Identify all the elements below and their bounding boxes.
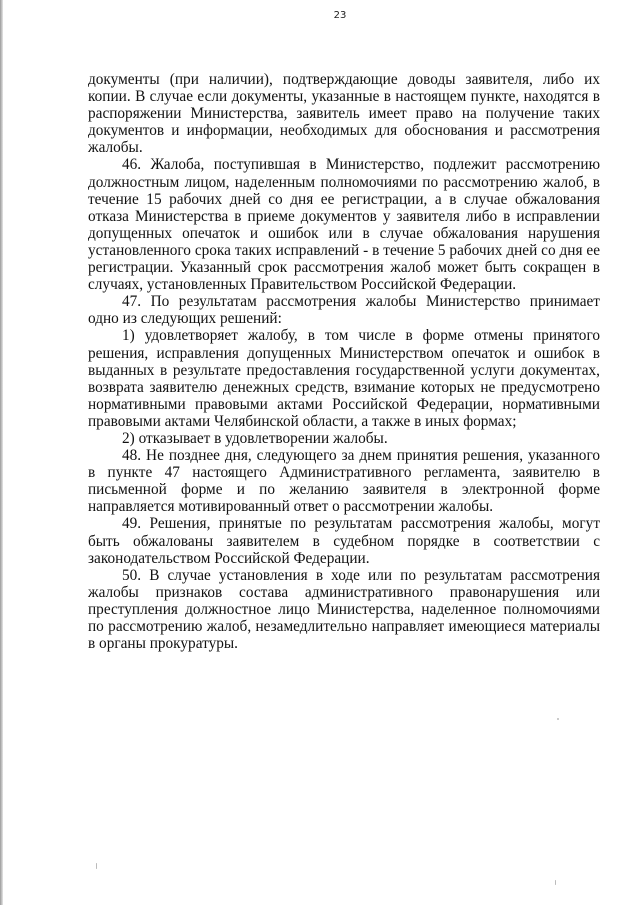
paragraph-47: 47. По результатам рассмотрения жалобы Министерство принимает одно из следующих решений: (88, 293, 600, 328)
scan-speck (557, 718, 559, 720)
paragraph-46: 46. Жалоба, поступившая в Министерство, подлежит рассмотрению должностным лицом, наделенным полномочиями по рассмотрению жалоб, в течение 15 рабочих дней со дня ее регистрации, а в случае обжалования отказа Министерства в приеме документов у заявителя либо в исправлении допущенных опечаток и ошибок или в случае обжалования нарушения установленного срока таких исправлений - в течение 5 рабочих дней со дня ее регистрации. Указанный срок рассмотрения жалоб может быть сокращен в случаях, установленных Правительством Российской Федерации. (88, 156, 600, 294)
paragraph-48: 48. Не позднее дня, следующего за днем принятия решения, указанного в пункте 47 настоящего Административного регламента, заявителю в письменной форме и по желанию заявителя в электронной форме направляется мотивированный ответ о рассмотрении жалобы. (88, 447, 600, 516)
scan-speck (555, 880, 556, 885)
document-body (88, 71, 600, 652)
paragraph-continuation: документы (при наличии), подтверждающие доводы заявителя, либо их копии. В случае если документы, указанные в настоящем пункте, находятся в распоряжении Министерства, заявитель имеет право на получение таких документов и информации, необходимых для обоснования и рассмотрения жалобы. (88, 71, 600, 157)
paragraph-50: 50. В случае установления в ходе или по результатам рассмотрения жалобы признаков состава административного правонарушения или преступления должностное лицо Министерства, наделенное полномочиями по рассмотрению жалоб, незамедлительно направляет имеющиеся материалы в органы прокуратуры. (88, 566, 600, 653)
paragraph-47-item-2: 2) отказывает в удовлетворении жалобы. (122, 429, 388, 447)
page-number: 23 (333, 10, 347, 21)
paragraph-47-item-1: 1) удовлетворяет жалобу, в том числе в форме отмены принятого решения, исправления допущенных Министерством опечаток и ошибок в выданных в результате предоставления государственной услуги документах, возврата заявителю денежных средств, взимание которых не предусмотрено нормативными правовыми актами Российской Федерации, нормативными правовыми актами Челябинской области, а также в иных формах; (88, 327, 600, 430)
paragraph-49: 49. Решения, принятые по результатам рассмотрения жалобы, могут быть обжалованы заявителем в судебном порядке в соответствии с законодательством Российской Федерации. (88, 515, 600, 567)
scan-speck (96, 863, 97, 869)
scan-edge (0, 0, 3, 905)
